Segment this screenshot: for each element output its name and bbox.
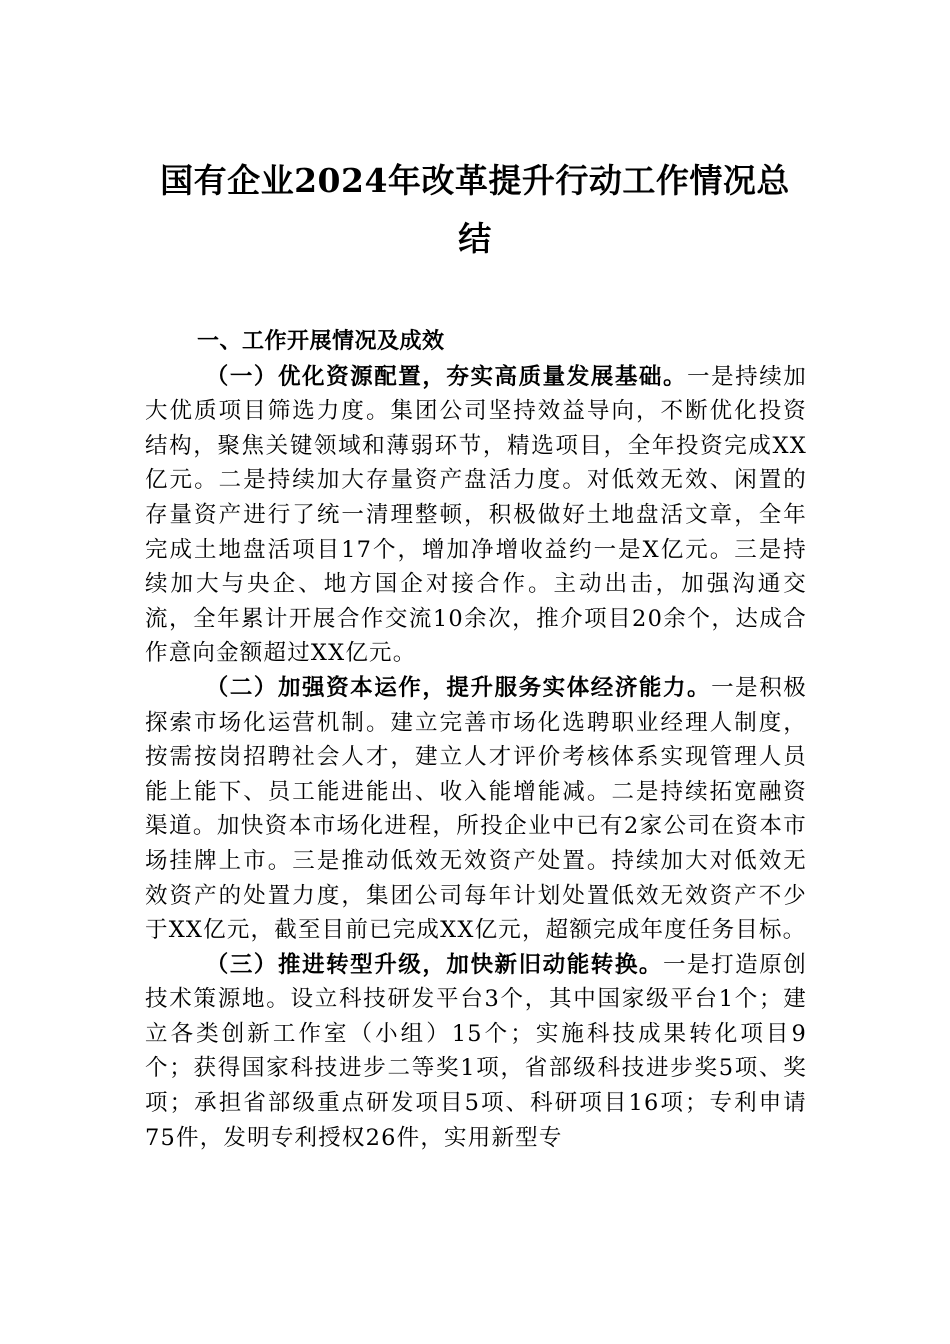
paragraph-3 (145, 948, 807, 1156)
paragraph-1-body: 一是持续加大优质项目筛选力度。集团公司坚持效益导向，不断优化投资结构，聚焦关键领域和薄弱环节，精选项目，全年投资完成XX亿元。二是持续加大存量资产盘活力度。对低效无效、闲置的存量资产进行了统一清理整顿，积极做好土地盘活文章，全年完成土地盘活项目17个，增加净增收益约一是X亿元。三是持续加大与央企、地方国企对接合作。主动出击，加强沟通交流，全年累计开展合作交流10余次，推介项目20余个，达成合作意向金额超过XX亿元。 (145, 363, 807, 667)
document-title-line-2: 结 (458, 219, 492, 258)
document-body (145, 325, 807, 1155)
paragraph-2-body: 一是积极探索市场化运营机制。建立完善市场化选聘职业经理人制度，按需按岗招聘社会人才，建立人才评价考核体系实现管理人员能上能下、员工能进能出、收入能增能减。二是持续拓宽融资渠道。加快资本市场化进程，所投企业中已有2家公司在资本市场挂牌上市。三是推动低效无效资产处置。持续加大对低效无效资产的处置力度，集团公司每年计划处置低效无效资产不少于XX亿元，截至目前已完成XX亿元，超额完成年度任务目标。 (145, 674, 807, 944)
paragraph-1 (145, 360, 807, 671)
paragraph-2 (145, 671, 807, 948)
document-title (145, 152, 805, 268)
paragraph-1-lead: （一）优化资源配置，夯实高质量发展基础。 (205, 363, 688, 390)
paragraph-3-lead: （三）推进转型升级，加快新旧动能转换。 (205, 951, 663, 978)
document-title-line-1: 国有企业2024年改革提升行动工作情况总 (160, 161, 790, 200)
paragraph-2-lead: （二）加强资本运作，提升服务实体经济能力。 (205, 674, 712, 701)
paragraph-3-body: 一是打造原创技术策源地。设立科技研发平台3个，其中国家级平台1个；建立各类创新工作室（小组）15个；实施科技成果转化项目9个；获得国家科技进步二等奖1项，省部级科技进步奖5项、奖项；承担省部级重点研发项目5项、科研项目16项；专利申请75件，发明专利授权26件，实用新型专 (145, 951, 807, 1151)
section-heading-1: 一、工作开展情况及成效 (197, 329, 445, 354)
